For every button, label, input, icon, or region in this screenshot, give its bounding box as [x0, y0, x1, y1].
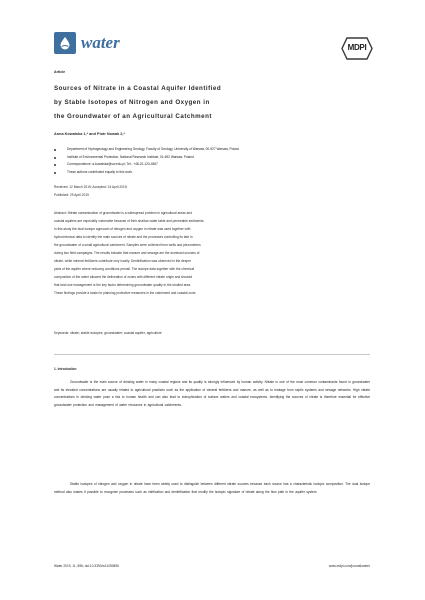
- journal-name: water: [81, 33, 120, 52]
- abstract-line: nitrate, while mineral fertilizers contribute only locally. Denitrification was observed in the deeper: [54, 259, 192, 263]
- publisher-logo[interactable]: [341, 37, 373, 60]
- abstract-line: composition of the water allowed the delineation of zones with different nitrate origin and showed: [54, 275, 193, 279]
- affiliation-item: [54, 161, 364, 169]
- abstract-line: These findings provide a basis for planning protective measures in the catchment and coastal zone.: [54, 291, 197, 295]
- affiliation-item: [54, 146, 364, 154]
- bullet-icon: [54, 149, 56, 151]
- journal-logo[interactable]: [54, 32, 120, 54]
- article-title-line-3: the Groundwater of an Agricultural Catchment: [54, 113, 212, 120]
- abstract-line: hydrochemical data to identify the main sources of nitrate and the processes controlling its fate in: [54, 235, 193, 239]
- abstract-line: Abstract: Nitrate contamination of groundwater is a widespread problem in agricultural areas and: [54, 211, 192, 215]
- journal-citation: Water 2019, 11, 896; doi:10.3390/w11050896: [54, 564, 119, 568]
- water-drop-icon: [54, 32, 76, 54]
- affiliation-text: Department of Hydrogeology and Engineering Geology, Faculty of Geology, University of Warsaw, 00-927 Warsaw, Poland: [67, 147, 240, 151]
- body-paragraph: Groundwater is the main source of drinking water in many coastal regions and its quality is strongly influenced by human activity. Nitrate is one of the most common contaminants found in groundwater and its elevated concentrations are usually related to agricultural practices such as the application of mineral fertilizers and manure, as well as to leakage from septic systems and sewage networks. High nitrate concentrations in drinking water pose a risk to human health and can also lead to eutrophication of surface waters and coastal ecosystems. Identifying the sources of nitrate is therefore essential for effective groundwater protection and management of water resources in agricultural catchments.: [54, 380, 370, 407]
- section-divider: [54, 354, 370, 355]
- bullet-icon: [54, 157, 56, 159]
- publisher-name: MDPI: [347, 43, 367, 52]
- abstract-line: parts of the aquifer where reducing conditions prevail. The isotope data together with the chemical: [54, 267, 195, 271]
- affiliation-text[interactable]: Correspondence: a.kowalska@uw.edu.pl; Tel.: +48-22-123-4567: [67, 162, 158, 167]
- abstract-line: the groundwater of a small agricultural catchment. Samples were collected from wells and piezometers: [54, 243, 201, 247]
- affiliation-text: These authors contributed equally to this work.: [67, 169, 133, 174]
- abstract-line: during two field campaigns. The results indicate that manure and sewage are the dominant sources of: [54, 251, 200, 255]
- abstract-line: that land use management is the key factor determining groundwater quality in the studied area.: [54, 283, 192, 287]
- affiliation-text: Institute of Environmental Protection, National Research Institute, 01-692 Warsaw, Poland: [67, 154, 194, 159]
- journal-url-link[interactable]: www.mdpi.com/journal/water: [328, 564, 370, 568]
- section-heading: 1. Introduction: [54, 367, 77, 371]
- keywords: Keywords: nitrate; stable isotopes; groundwater; coastal aquifer; agriculture: [54, 331, 162, 335]
- bullet-icon: [54, 172, 56, 174]
- article-title-line-2: by Stable Isotopes of Nitrogen and Oxygen in: [54, 99, 210, 106]
- body-paragraph: Stable isotopes of nitrogen and oxygen in nitrate have been widely used to distinguish between different nitrate sources because each source has a characteristic isotopic composition. The dual isotope method also makes it possible to recognize processes such as nitrification and denitrification that modify the isotopic signature of nitrate along the flow path in the aquifer system.: [54, 482, 370, 494]
- received-accepted-dates: Received: 12 March 2019; Accepted: 24 April 2019;: [54, 185, 128, 189]
- article-type-label: Article: [54, 70, 66, 74]
- affiliation-item: [54, 154, 364, 162]
- abstract-line: coastal aquifers are especially vulnerable because of their shallow water table and permeable sediments.: [54, 219, 205, 223]
- bullet-icon: [54, 164, 56, 166]
- article-title-line-1: Sources of Nitrate in a Coastal Aquifer Identified: [54, 85, 222, 92]
- affiliation-list: [54, 146, 364, 176]
- author-list: Anna Kowalska 1,* and Piotr Nowak 2,*: [54, 132, 126, 136]
- abstract-line: In this study the dual isotope approach of nitrogen and oxygen in nitrate was used together with: [54, 227, 191, 231]
- affiliation-item: [54, 169, 364, 177]
- published-date: Published: 29 April 2019: [54, 193, 89, 197]
